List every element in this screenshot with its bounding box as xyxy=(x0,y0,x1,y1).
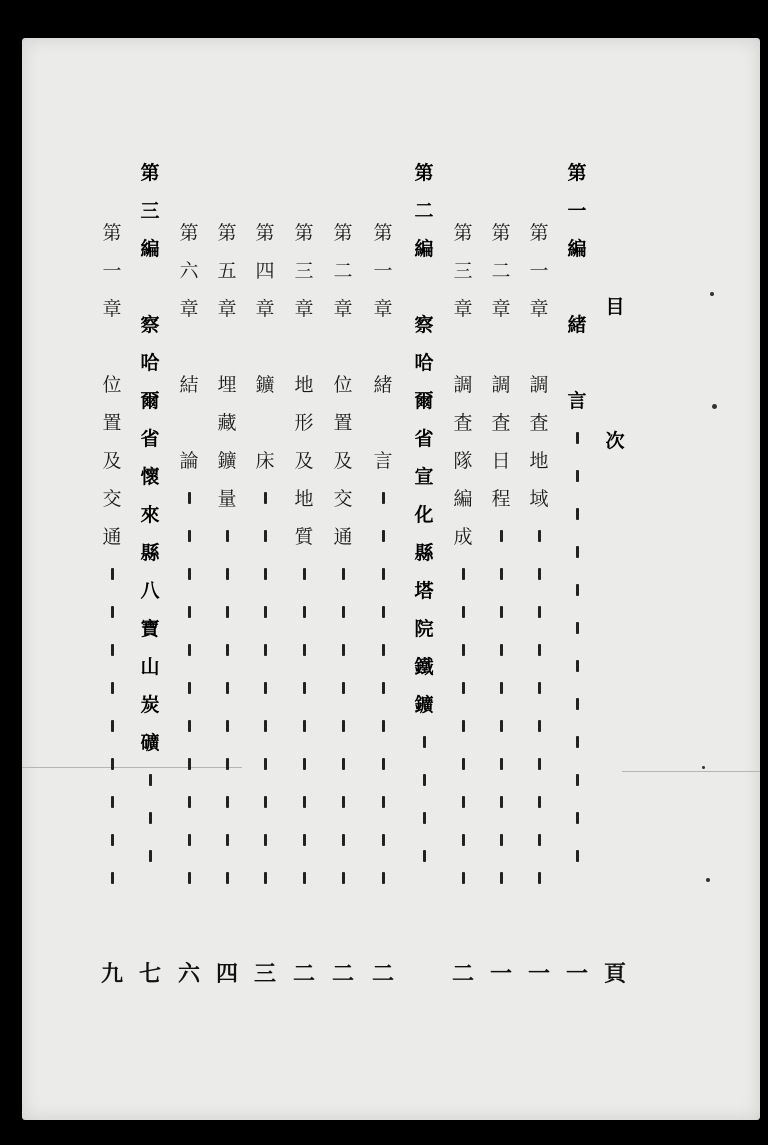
toc-space xyxy=(411,268,437,306)
leader-dot xyxy=(99,594,125,632)
toc-space xyxy=(176,328,202,366)
toc-glyph: 編 xyxy=(414,238,434,260)
leader-dot xyxy=(370,556,396,594)
leader-dot xyxy=(137,762,163,800)
leader-dot xyxy=(252,670,278,708)
leader-dot xyxy=(488,822,514,860)
toc-glyph: 章 xyxy=(453,298,473,320)
toc-glyph: 程 xyxy=(491,488,511,510)
toc-glyph: 鐵 xyxy=(414,656,434,678)
leader-dot xyxy=(450,594,476,632)
toc-glyph: 及 xyxy=(294,450,314,472)
toc-glyph: 章 xyxy=(217,298,237,320)
toc-glyph: 六 xyxy=(179,260,199,282)
leader-dot xyxy=(411,838,437,876)
toc-chapter-entry xyxy=(291,214,317,898)
leader-dot xyxy=(450,556,476,594)
leader-dot xyxy=(411,800,437,838)
toc-glyph: 塔 xyxy=(414,580,434,602)
toc-glyph: 第 xyxy=(414,162,434,184)
toc-glyph: 懷 xyxy=(140,466,160,488)
toc-glyph: 査 xyxy=(453,412,473,434)
toc-glyph: 質 xyxy=(294,526,314,548)
leader-dot xyxy=(214,746,240,784)
leader-dot xyxy=(291,822,317,860)
toc-glyph: 第 xyxy=(567,162,587,184)
leader-dot xyxy=(370,480,396,518)
toc-glyph: 交 xyxy=(333,488,353,510)
leader-dot xyxy=(330,746,356,784)
leader-dot xyxy=(291,670,317,708)
toc-title-glyph: 目 xyxy=(605,296,625,318)
leader-dot xyxy=(370,632,396,670)
toc-glyph: 査 xyxy=(491,412,511,434)
leader-dot xyxy=(330,708,356,746)
toc-glyph: 哈 xyxy=(414,352,434,374)
toc-space xyxy=(564,268,590,306)
leader-dot xyxy=(214,518,240,556)
toc-title-column xyxy=(602,288,628,460)
toc-space xyxy=(291,328,317,366)
toc-chapter-entry xyxy=(450,214,476,898)
toc-part-entry xyxy=(137,154,163,876)
toc-glyph: 炭 xyxy=(140,694,160,716)
toc-glyph: 章 xyxy=(333,298,353,320)
leader-dot xyxy=(137,838,163,876)
leader-dot xyxy=(564,686,590,724)
leader-dot xyxy=(137,800,163,838)
leader-dot xyxy=(488,670,514,708)
toc-glyph: 化 xyxy=(414,504,434,526)
page-column-heading: 頁 xyxy=(603,961,626,987)
toc-glyph: 八 xyxy=(140,580,160,602)
scan-artifact-line xyxy=(22,767,242,768)
leader-dot xyxy=(564,648,590,686)
toc-glyph: 章 xyxy=(491,298,511,320)
toc-glyph: 鑛 xyxy=(255,374,275,396)
leader-dot xyxy=(564,534,590,572)
leader-dot xyxy=(450,632,476,670)
toc-space xyxy=(370,328,396,366)
leader-dot xyxy=(450,746,476,784)
leader-dot xyxy=(252,708,278,746)
toc-glyph: 一 xyxy=(102,260,122,282)
toc-glyph: 及 xyxy=(333,450,353,472)
toc-glyph: 地 xyxy=(294,374,314,396)
toc-page-number: 六 xyxy=(177,961,200,987)
leader-dot xyxy=(176,822,202,860)
toc-part-entry xyxy=(411,154,437,876)
leader-dot xyxy=(214,670,240,708)
leader-dot xyxy=(176,518,202,556)
leader-dot xyxy=(252,518,278,556)
leader-dot xyxy=(99,746,125,784)
toc-space xyxy=(137,268,163,306)
toc-glyph: 置 xyxy=(333,412,353,434)
leader-dot xyxy=(214,708,240,746)
leader-dot xyxy=(526,594,552,632)
toc-glyph: 及 xyxy=(102,450,122,472)
scan-artifact-line xyxy=(622,771,760,772)
toc-glyph: 二 xyxy=(414,200,434,222)
leader-dot xyxy=(526,518,552,556)
leader-dot xyxy=(488,784,514,822)
toc-glyph: 省 xyxy=(140,428,160,450)
toc-chapter-entry xyxy=(370,214,396,898)
toc-glyph: 成 xyxy=(453,526,473,548)
leader-dot xyxy=(450,708,476,746)
toc-glyph: 藏 xyxy=(217,412,237,434)
toc-chapter-entry xyxy=(214,214,240,898)
toc-glyph: 哈 xyxy=(140,352,160,374)
toc-space xyxy=(450,328,476,366)
leader-dot xyxy=(488,632,514,670)
toc-chapter-entry xyxy=(488,214,514,898)
toc-glyph: 編 xyxy=(453,488,473,510)
leader-dot xyxy=(411,724,437,762)
toc-chapter-entry xyxy=(330,214,356,898)
toc-space xyxy=(526,328,552,366)
toc-glyph: 地 xyxy=(529,450,549,472)
toc-glyph: 章 xyxy=(529,298,549,320)
leader-dot xyxy=(370,594,396,632)
leader-dot xyxy=(370,860,396,898)
leader-dot xyxy=(564,762,590,800)
toc-space xyxy=(370,404,396,442)
toc-page-number: 三 xyxy=(253,961,276,987)
leader-dot xyxy=(488,556,514,594)
leader-dot xyxy=(291,784,317,822)
toc-glyph: 交 xyxy=(102,488,122,510)
toc-glyph: 鑛 xyxy=(217,450,237,472)
toc-glyph: 床 xyxy=(255,450,275,472)
toc-glyph: 三 xyxy=(294,260,314,282)
toc-glyph: 第 xyxy=(179,222,199,244)
leader-dot xyxy=(252,632,278,670)
leader-dot xyxy=(526,632,552,670)
toc-glyph: 緒 xyxy=(373,374,393,396)
toc-glyph: 寶 xyxy=(140,618,160,640)
toc-page-number: 七 xyxy=(138,961,161,987)
toc-glyph: 形 xyxy=(294,412,314,434)
leader-dot xyxy=(99,556,125,594)
toc-page-number: 四 xyxy=(215,961,238,987)
leader-dot xyxy=(330,670,356,708)
leader-dot xyxy=(450,784,476,822)
leader-dot xyxy=(370,518,396,556)
toc-glyph: 域 xyxy=(529,488,549,510)
leader-dot xyxy=(252,822,278,860)
leader-dot xyxy=(526,708,552,746)
leader-dot xyxy=(526,556,552,594)
leader-dot xyxy=(99,860,125,898)
toc-page-number: 一 xyxy=(489,961,512,987)
leader-dot xyxy=(176,860,202,898)
leader-dot xyxy=(176,784,202,822)
leader-dot xyxy=(564,572,590,610)
toc-glyph: 一 xyxy=(529,260,549,282)
leader-dot xyxy=(526,860,552,898)
toc-glyph: 査 xyxy=(529,412,549,434)
leader-dot xyxy=(450,822,476,860)
toc-glyph: 位 xyxy=(333,374,353,396)
toc-glyph: 來 xyxy=(140,504,160,526)
leader-dot xyxy=(488,594,514,632)
leader-dot xyxy=(252,480,278,518)
toc-glyph: 第 xyxy=(373,222,393,244)
toc-chapter-entry xyxy=(526,214,552,898)
leader-dot xyxy=(370,784,396,822)
toc-space xyxy=(176,404,202,442)
leader-dot xyxy=(330,822,356,860)
toc-glyph: 章 xyxy=(179,298,199,320)
leader-dot xyxy=(99,708,125,746)
toc-glyph: 第 xyxy=(491,222,511,244)
toc-glyph: 量 xyxy=(217,488,237,510)
leader-dot xyxy=(176,708,202,746)
scanned-page xyxy=(22,38,760,1120)
toc-glyph: 通 xyxy=(102,526,122,548)
toc-glyph: 章 xyxy=(255,298,275,320)
leader-dot xyxy=(330,860,356,898)
leader-dot xyxy=(214,594,240,632)
toc-glyph: 編 xyxy=(140,238,160,260)
toc-title-glyph: 次 xyxy=(605,430,625,452)
toc-glyph: 院 xyxy=(414,618,434,640)
leader-dot xyxy=(214,822,240,860)
leader-dot xyxy=(488,746,514,784)
leader-dot xyxy=(526,670,552,708)
toc-glyph: 第 xyxy=(529,222,549,244)
leader-dot xyxy=(252,594,278,632)
toc-glyph: 結 xyxy=(179,374,199,396)
leader-dot xyxy=(564,724,590,762)
toc-glyph: 二 xyxy=(491,260,511,282)
leader-dot xyxy=(564,610,590,648)
toc-glyph: 第 xyxy=(333,222,353,244)
toc-glyph: 位 xyxy=(102,374,122,396)
toc-page-number: 二 xyxy=(292,961,315,987)
leader-dot xyxy=(564,496,590,534)
toc-glyph: 緒 xyxy=(567,314,587,336)
leader-dot xyxy=(214,784,240,822)
leader-dot xyxy=(370,670,396,708)
leader-dot xyxy=(176,594,202,632)
leader-dot xyxy=(214,556,240,594)
leader-dot xyxy=(252,746,278,784)
toc-glyph: 一 xyxy=(567,200,587,222)
toc-glyph: 察 xyxy=(140,314,160,336)
leader-dot xyxy=(176,632,202,670)
leader-dot xyxy=(370,822,396,860)
toc-glyph: 鑛 xyxy=(414,694,434,716)
leader-dot xyxy=(330,632,356,670)
toc-glyph: 第 xyxy=(217,222,237,244)
scan-speck xyxy=(710,292,714,296)
toc-glyph: 五 xyxy=(217,260,237,282)
leader-dot xyxy=(564,800,590,838)
leader-dot xyxy=(176,480,202,518)
leader-dot xyxy=(330,556,356,594)
toc-glyph: 言 xyxy=(567,390,587,412)
toc-glyph: 爾 xyxy=(414,390,434,412)
leader-dot xyxy=(488,518,514,556)
toc-glyph: 日 xyxy=(491,450,511,472)
scan-speck xyxy=(706,878,710,882)
toc-glyph: 宣 xyxy=(414,466,434,488)
toc-glyph: 置 xyxy=(102,412,122,434)
toc-glyph: 章 xyxy=(294,298,314,320)
toc-glyph: 爾 xyxy=(140,390,160,412)
scan-speck xyxy=(702,766,705,769)
leader-dot xyxy=(214,632,240,670)
toc-glyph: 縣 xyxy=(414,542,434,564)
toc-chapter-entry xyxy=(99,214,125,898)
toc-chapter-entry xyxy=(176,214,202,898)
leader-dot xyxy=(176,670,202,708)
toc-glyph: 地 xyxy=(294,488,314,510)
toc-glyph: 一 xyxy=(373,260,393,282)
toc-glyph: 二 xyxy=(333,260,353,282)
leader-dot xyxy=(291,556,317,594)
toc-glyph: 隊 xyxy=(453,450,473,472)
leader-dot xyxy=(450,860,476,898)
leader-dot xyxy=(214,860,240,898)
toc-glyph: 調 xyxy=(453,374,473,396)
leader-dot xyxy=(99,632,125,670)
leader-dot xyxy=(252,860,278,898)
toc-glyph: 省 xyxy=(414,428,434,450)
toc-glyph: 第 xyxy=(102,222,122,244)
toc-space xyxy=(564,344,590,382)
leader-dot xyxy=(526,784,552,822)
toc-glyph: 第 xyxy=(453,222,473,244)
toc-glyph: 第 xyxy=(255,222,275,244)
toc-glyph: 論 xyxy=(179,450,199,472)
leader-dot xyxy=(526,822,552,860)
leader-dot xyxy=(176,746,202,784)
scan-speck xyxy=(712,404,717,409)
toc-glyph: 四 xyxy=(255,260,275,282)
toc-glyph: 通 xyxy=(333,526,353,548)
toc-glyph: 章 xyxy=(102,298,122,320)
toc-glyph: 縣 xyxy=(140,542,160,564)
toc-glyph: 言 xyxy=(373,450,393,472)
toc-part-entry xyxy=(564,154,590,876)
leader-dot xyxy=(488,708,514,746)
toc-space xyxy=(330,328,356,366)
toc-page-number: 一 xyxy=(527,961,550,987)
toc-glyph: 調 xyxy=(491,374,511,396)
leader-dot xyxy=(291,708,317,746)
leader-dot xyxy=(291,594,317,632)
leader-dot xyxy=(99,670,125,708)
toc-page-number: 二 xyxy=(371,961,394,987)
toc-glyph: 三 xyxy=(140,200,160,222)
toc-glyph: 第 xyxy=(140,162,160,184)
toc-space xyxy=(488,328,514,366)
leader-dot xyxy=(488,860,514,898)
leader-dot xyxy=(370,708,396,746)
leader-dot xyxy=(99,784,125,822)
leader-dot xyxy=(564,420,590,458)
leader-dot xyxy=(252,784,278,822)
leader-dot xyxy=(411,762,437,800)
toc-glyph: 章 xyxy=(373,298,393,320)
toc-glyph: 三 xyxy=(453,260,473,282)
toc-glyph: 察 xyxy=(414,314,434,336)
toc-space xyxy=(252,404,278,442)
leader-dot xyxy=(564,838,590,876)
leader-dot xyxy=(176,556,202,594)
leader-dot xyxy=(252,556,278,594)
toc-page-number: 二 xyxy=(331,961,354,987)
leader-dot xyxy=(564,458,590,496)
leader-dot xyxy=(99,822,125,860)
toc-glyph: 埋 xyxy=(217,374,237,396)
toc-page-number: 二 xyxy=(451,961,474,987)
leader-dot xyxy=(291,632,317,670)
toc-chapter-entry xyxy=(252,214,278,898)
leader-dot xyxy=(291,746,317,784)
toc-space xyxy=(99,328,125,366)
toc-glyph: 礦 xyxy=(140,732,160,754)
toc-page-number: 九 xyxy=(100,961,123,987)
toc-glyph: 編 xyxy=(567,238,587,260)
leader-dot xyxy=(330,784,356,822)
leader-dot xyxy=(370,746,396,784)
toc-page-number: 一 xyxy=(565,961,588,987)
toc-glyph: 山 xyxy=(140,656,160,678)
leader-dot xyxy=(330,594,356,632)
toc-space xyxy=(214,328,240,366)
leader-dot xyxy=(291,860,317,898)
toc-glyph: 第 xyxy=(294,222,314,244)
toc-space xyxy=(252,328,278,366)
leader-dot xyxy=(450,670,476,708)
leader-dot xyxy=(526,746,552,784)
toc-glyph: 調 xyxy=(529,374,549,396)
